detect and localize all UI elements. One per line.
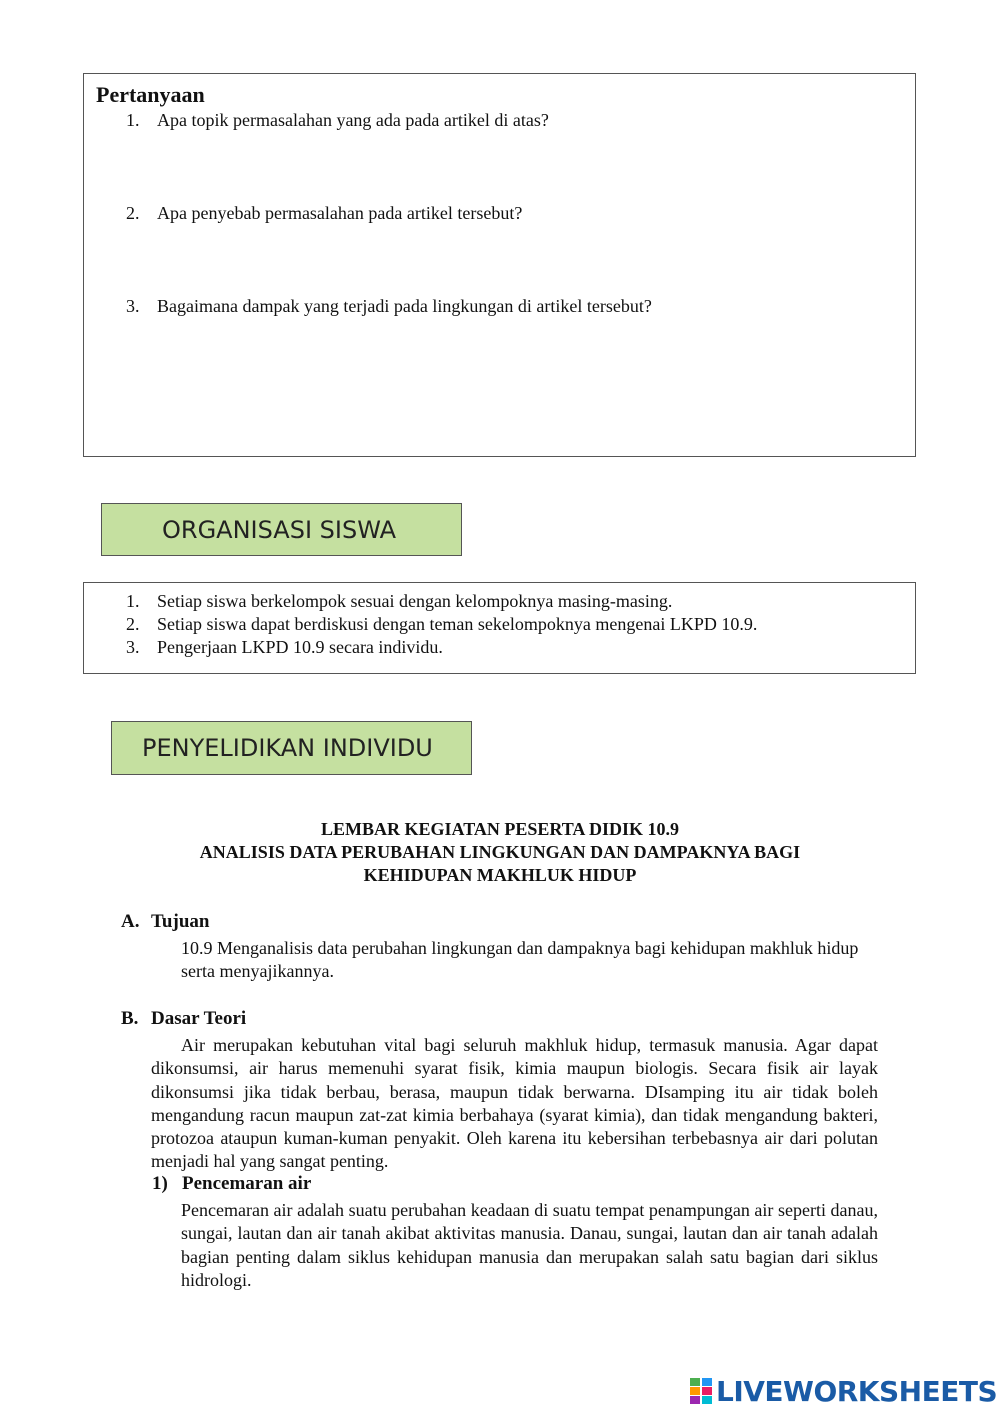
- questions-box: [83, 73, 916, 457]
- organisasi-heading: ORGANISASI SISWA: [101, 503, 462, 556]
- question-text: Apa penyebab permasalahan pada artikel tersebut?: [157, 203, 523, 223]
- organisasi-number: 3.: [126, 637, 140, 657]
- question-text: Bagaimana dampak yang terjadi pada lingkungan di artikel tersebut?: [157, 296, 652, 316]
- dasar-teori-paragraph: Air merupakan kebutuhan vital bagi seluruh makhluk hidup, termasuk manusia. Agar dapat dikonsumsi, air harus memenuhi syarat fisik, kimia maupun biologis. Secara fisik air layak dikonsumsi jika tidak berbau, berasa, maupun tidak berwarna. DIsamping itu air tidak boleh mengandung racun maupun zat-zat kimia berbahaya (syarat kimia), dan tidak mengandung bakteri, protozoa ataupun kuman-kuman penyakit. Oleh karena itu kebersihan terbebasnya air dari polutan menjadi hal yang sangat penting.: [151, 1035, 878, 1172]
- penyelidikan-heading: PENYELIDIKAN INDIVIDU: [111, 721, 472, 775]
- organisasi-text: Setiap siswa dapat berdiskusi dengan teman sekelompoknya mengenai LKPD 10.9.: [157, 614, 758, 634]
- question-number: 1.: [126, 110, 140, 130]
- pencemaran-number: 1): [152, 1173, 168, 1194]
- liveworksheets-logo-icon: [690, 1378, 712, 1404]
- liveworksheets-logo: [690, 1374, 997, 1408]
- pencemaran-title: Pencemaran air: [182, 1173, 312, 1194]
- lkpd-title-line: KEHIDUPAN MAKHLUK HIDUP: [363, 865, 637, 885]
- section-b-number: B.: [121, 1008, 139, 1029]
- organisasi-number: 2.: [126, 614, 140, 634]
- lkpd-title-line: LEMBAR KEGIATAN PESERTA DIDIK 10.9: [321, 819, 679, 839]
- section-a-title: Tujuan: [151, 911, 210, 932]
- question-number: 2.: [126, 203, 140, 223]
- liveworksheets-logo-text: LIVEWORKSHEETS: [716, 1374, 998, 1408]
- organisasi-text: Setiap siswa berkelompok sesuai dengan kelompoknya masing-masing.: [157, 591, 673, 611]
- question-number: 3.: [126, 296, 140, 316]
- pencemaran-paragraph: Pencemaran air adalah suatu perubahan keadaan di suatu tempat penampungan air seperti danau, sungai, lautan dan air tanah akibat aktivitas manusia. Danau, sungai, lautan dan air tanah adalah bagian penting dalam siklus kehidupan manusia dan merupakan salah satu bagian dari siklus hidrologi.: [181, 1200, 878, 1290]
- section-b-title: Dasar Teori: [151, 1008, 247, 1029]
- organisasi-box: [83, 582, 916, 674]
- question-text: Apa topik permasalahan yang ada pada artikel di atas?: [157, 110, 549, 130]
- questions-title: Pertanyaan: [96, 82, 205, 107]
- section-a-number: A.: [121, 911, 140, 932]
- organisasi-number: 1.: [126, 591, 140, 611]
- tujuan-paragraph: 10.9 Menganalisis data perubahan lingkungan dan dampaknya bagi kehidupan makhluk hidup serta menyajikannya.: [181, 938, 859, 982]
- organisasi-text: Pengerjaan LKPD 10.9 secara individu.: [157, 637, 443, 657]
- lkpd-title: [0, 818, 1000, 887]
- lkpd-title-line: ANALISIS DATA PERUBAHAN LINGKUNGAN DAN DAMPAKNYA BAGI: [199, 842, 801, 862]
